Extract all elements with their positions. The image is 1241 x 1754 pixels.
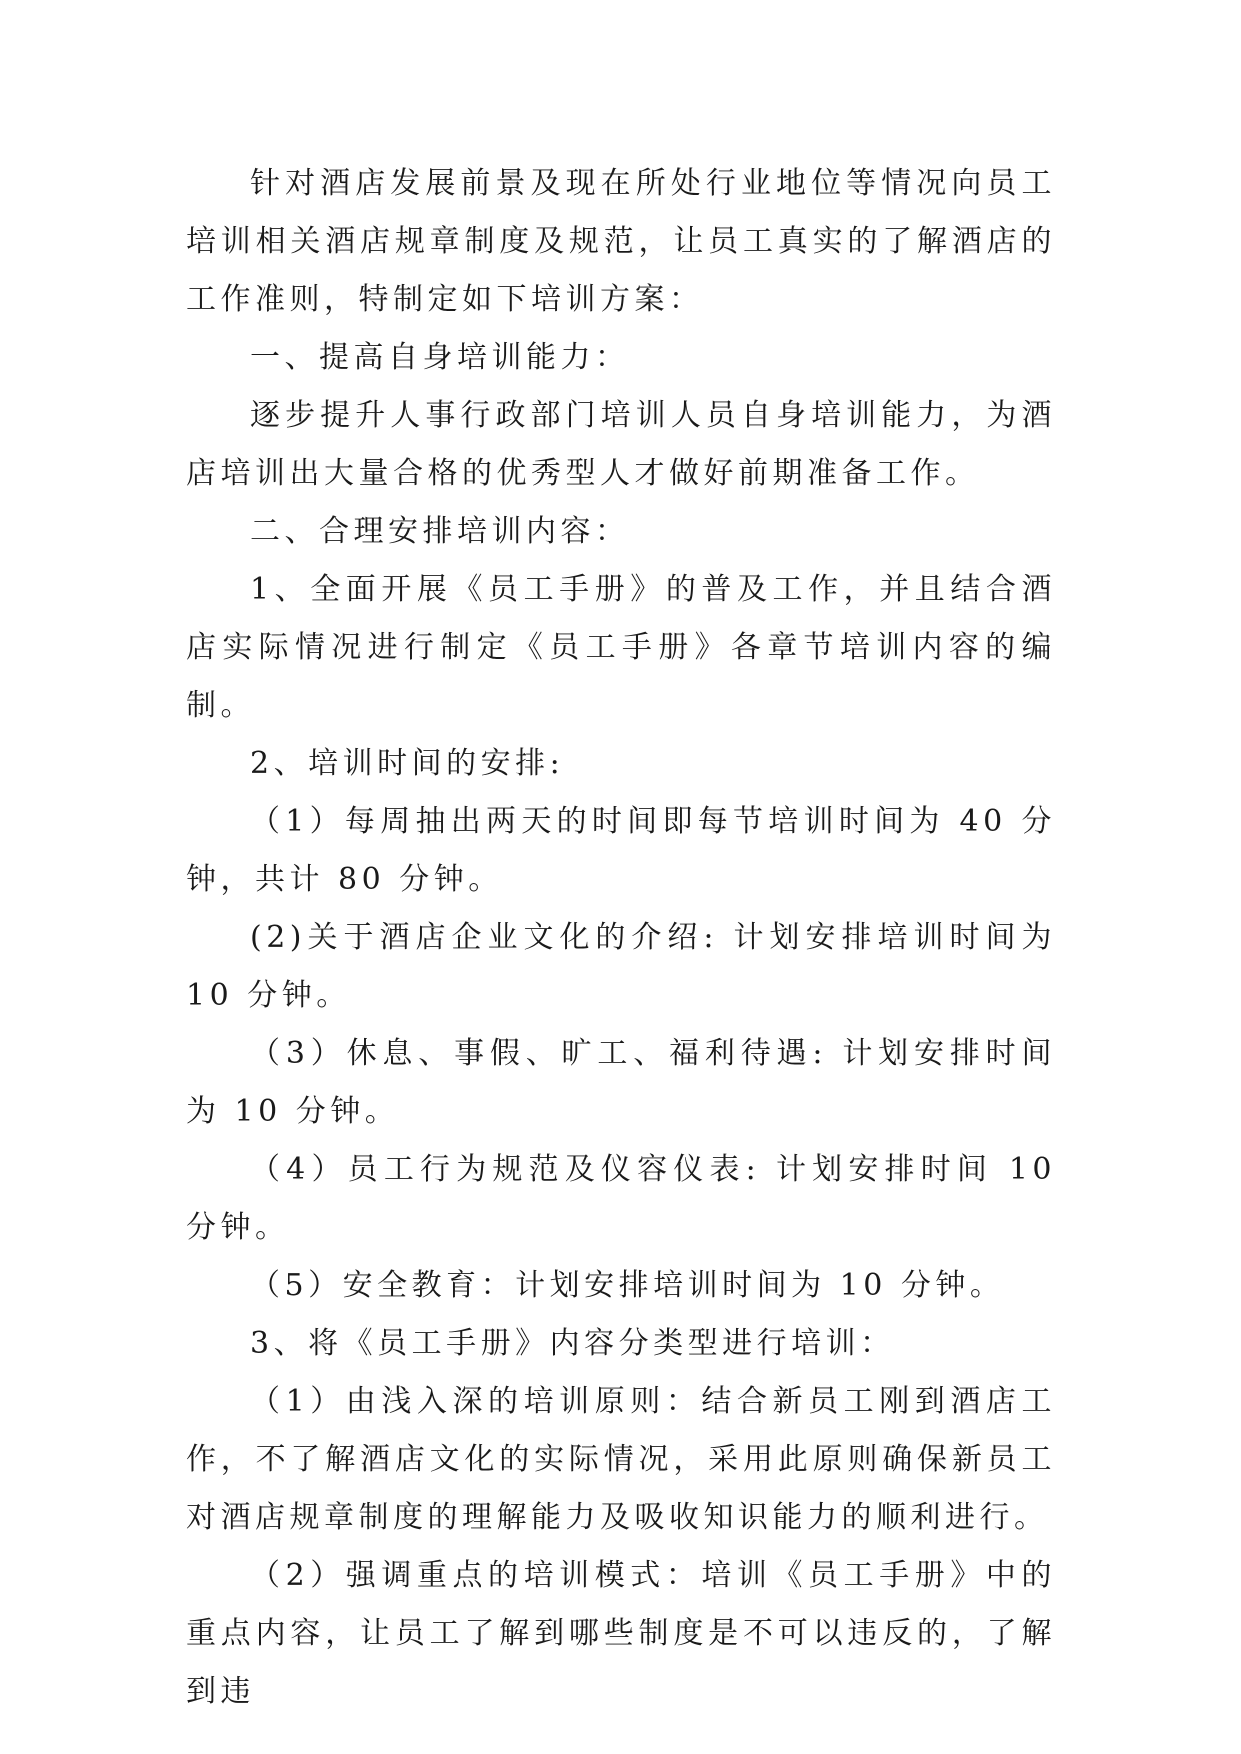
item-3-sub-2: （2）强调重点的培训模式：培训《员工手册》中的重点内容，让员工了解到哪些制度是不可以违反的，了解到违 — [186, 1558, 1056, 1709]
item-3-sub-1: （1）由浅入深的培训原则：结合新员工刚到酒店工作，不了解酒店文化的实际情况，采用此原则确保新员工对酒店规章制度的理解能力及吸收知识能力的顺利进行。 — [186, 1384, 1056, 1535]
item-2-sub-1: （1）每周抽出两天的时间即每节培训时间为 40 分钟，共计 80 分钟。 — [186, 804, 1056, 897]
item-2-sub-5: （5）安全教育：计划安排培训时间为 10 分钟。 — [250, 1268, 1005, 1303]
section-1-paragraph: 逐步提升人事行政部门培训人员自身培训能力，为酒店培训出大量合格的优秀型人才做好前期准备工作。 — [186, 398, 1056, 491]
item-3-heading: 3、将《员工手册》内容分类型进行培训： — [250, 1326, 895, 1361]
item-1-paragraph: 1、全面开展《员工手册》的普及工作，并且结合酒店实际情况进行制定《员工手册》各章节培训内容的编制。 — [186, 572, 1056, 723]
section-heading-2: 二、合理安排培训内容： — [250, 514, 630, 549]
intro-paragraph: 针对酒店发展前景及现在所处行业地位等情况向员工培训相关酒店规章制度及规范，让员工真实的了解酒店的工作准则，特制定如下培训方案： — [186, 166, 1056, 317]
item-2-heading: 2、培训时间的安排: — [250, 746, 565, 781]
item-2-sub-3: （3）休息、事假、旷工、福利待遇: 计划安排时间为 10 分钟。 — [186, 1036, 1056, 1129]
section-heading-1: 一、提高自身培训能力： — [250, 340, 630, 375]
item-2-sub-4: （4）员工行为规范及仪容仪表: 计划安排时间 10 分钟。 — [186, 1152, 1056, 1245]
item-2-sub-2: (2)关于酒店企业文化的介绍: 计划安排培训时间为 10 分钟。 — [186, 920, 1056, 1013]
document-body — [186, 155, 1056, 1721]
